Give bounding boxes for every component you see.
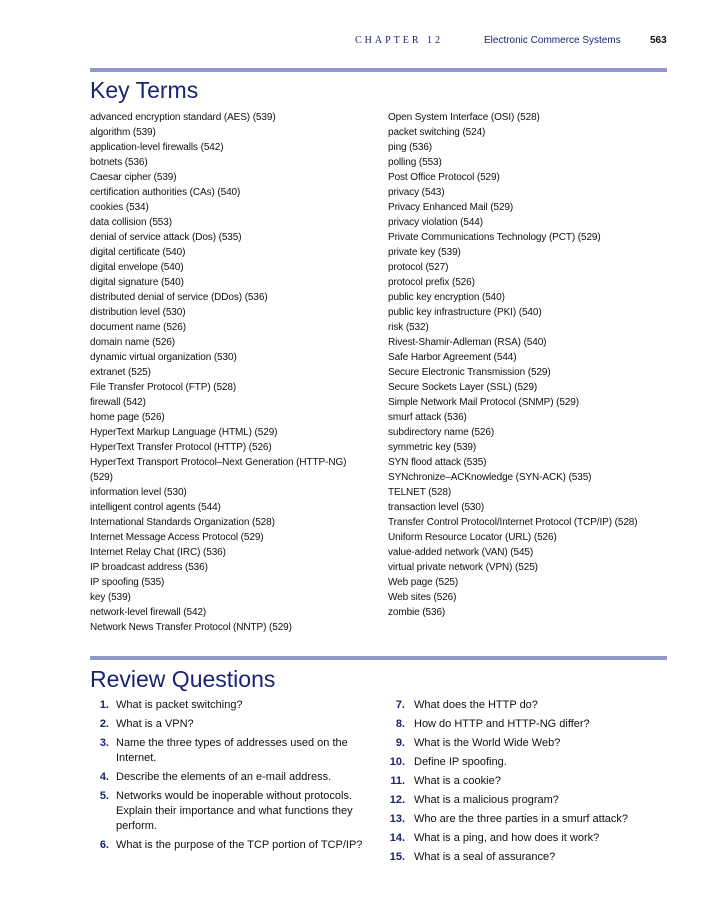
key-term: HyperText Transport Protocol–Next Generation (HTTP-NG) xyxy=(90,457,347,468)
key-term: private key (539) xyxy=(388,247,461,258)
key-term: Transfer Control Protocol/Internet Protocol (TCP/IP) (528) xyxy=(388,517,638,528)
key-terms-rule xyxy=(90,68,667,72)
review-question xyxy=(388,717,673,732)
key-term: public key encryption (540) xyxy=(388,292,505,303)
key-term: public key infrastructure (PKI) (540) xyxy=(388,307,542,318)
question-number: 3. xyxy=(99,737,109,749)
key-term: intelligent control agents (544) xyxy=(90,502,221,513)
question-number: 8. xyxy=(395,718,405,730)
review-question xyxy=(388,850,673,865)
review-question xyxy=(388,698,673,713)
key-term: (529) xyxy=(90,472,113,483)
key-term: Internet Relay Chat (IRC) (536) xyxy=(90,547,226,558)
question-text: What is the purpose of the TCP portion of TCP/IP? xyxy=(116,839,363,851)
key-term: Web page (525) xyxy=(388,577,459,588)
question-text: Who are the three parties in a smurf attack? xyxy=(414,813,628,825)
key-term: value-added network (VAN) (545) xyxy=(388,547,534,558)
key-term: zombie (536) xyxy=(388,607,446,618)
question-text: Networks would be inoperable without protocols. Explain their importance and what functions they perform. xyxy=(116,790,353,832)
key-term: denial of service attack (Dos) (535) xyxy=(90,232,242,243)
key-term: Post Office Protocol (529) xyxy=(388,172,500,183)
running-head xyxy=(0,35,719,51)
question-text: Describe the elements of an e-mail address. xyxy=(116,771,332,783)
question-number: 9. xyxy=(395,737,405,749)
key-term: cookies (534) xyxy=(90,202,149,213)
key-term: algorithm (539) xyxy=(90,127,156,138)
question-number: 6. xyxy=(99,839,109,851)
question-text: What is packet switching? xyxy=(116,699,243,711)
review-questions-heading: Review Questions xyxy=(90,666,276,692)
key-term: network-level firewall (542) xyxy=(90,607,207,618)
question-text: What is a malicious program? xyxy=(414,794,559,806)
question-number: 14. xyxy=(389,832,405,844)
review-questions-left-column xyxy=(90,698,375,857)
key-term: Uniform Resource Locator (URL) (526) xyxy=(388,532,557,543)
key-term: IP spoofing (535) xyxy=(90,577,165,588)
question-text: What is a cookie? xyxy=(414,775,501,787)
key-term: Secure Sockets Layer (SSL) (529) xyxy=(388,382,538,393)
question-number: 15. xyxy=(389,851,405,863)
key-term: certification authorities (CAs) (540) xyxy=(90,187,241,198)
key-term: distributed denial of service (DDos) (536) xyxy=(90,292,268,303)
question-number: 4. xyxy=(99,771,109,783)
key-term: symmetric key (539) xyxy=(388,442,477,453)
chapter-label: CHAPTER 12 xyxy=(355,35,444,46)
review-question xyxy=(90,770,375,785)
key-term: digital envelope (540) xyxy=(90,262,184,273)
question-text: What is the World Wide Web? xyxy=(414,737,561,749)
key-term: key (539) xyxy=(90,592,131,603)
key-term: SYN flood attack (535) xyxy=(388,457,487,468)
review-question xyxy=(388,755,673,770)
key-term: transaction level (530) xyxy=(388,502,485,513)
question-text: How do HTTP and HTTP-NG differ? xyxy=(414,718,590,730)
question-number: 5. xyxy=(99,790,109,802)
key-term: Private Communications Technology (PCT) (529) xyxy=(388,232,601,243)
key-term: smurf attack (536) xyxy=(388,412,467,423)
question-number: 10. xyxy=(389,756,405,768)
question-text: Define IP spoofing. xyxy=(414,756,507,768)
question-text: What is a ping, and how does it work? xyxy=(414,832,600,844)
key-term: privacy violation (544) xyxy=(388,217,483,228)
question-number: 13. xyxy=(389,813,405,825)
key-term: SYNchronize–ACKnowledge (SYN-ACK) (535) xyxy=(388,472,592,483)
review-question xyxy=(388,793,673,808)
key-term: subdirectory name (526) xyxy=(388,427,495,438)
key-term: home page (526) xyxy=(90,412,165,423)
key-term: extranet (525) xyxy=(90,367,151,378)
key-terms-heading: Key Terms xyxy=(90,77,199,103)
key-term: TELNET (528) xyxy=(388,487,452,498)
review-questions-right-column xyxy=(388,698,673,869)
review-question xyxy=(388,831,673,846)
question-number: 1. xyxy=(99,699,109,711)
key-term: Caesar cipher (539) xyxy=(90,172,177,183)
key-term: packet switching (524) xyxy=(388,127,486,138)
section-title: Electronic Commerce Systems xyxy=(484,35,621,46)
question-text: What is a VPN? xyxy=(116,718,194,730)
key-term: risk (532) xyxy=(388,322,429,333)
question-number: 11. xyxy=(390,775,405,787)
question-number: 2. xyxy=(99,718,109,730)
key-term: digital signature (540) xyxy=(90,277,184,288)
key-term: virtual private network (VPN) (525) xyxy=(388,562,538,573)
key-term: document name (526) xyxy=(90,322,186,333)
key-term: Safe Harbor Agreement (544) xyxy=(388,352,517,363)
key-term: dynamic virtual organization (530) xyxy=(90,352,237,363)
key-term: advanced encryption standard (AES) (539) xyxy=(90,112,276,123)
review-question xyxy=(388,736,673,751)
review-question xyxy=(90,698,375,713)
question-text: Name the three types of addresses used on the Internet. xyxy=(116,737,348,764)
review-question xyxy=(90,838,375,853)
key-term: Secure Electronic Transmission (529) xyxy=(388,367,551,378)
key-term: Privacy Enhanced Mail (529) xyxy=(388,202,514,213)
key-term: distribution level (530) xyxy=(90,307,186,318)
review-question xyxy=(90,736,375,766)
review-questions-rule xyxy=(90,656,667,660)
key-term: Rivest-Shamir-Adleman (RSA) (540) xyxy=(388,337,547,348)
key-term: digital certificate (540) xyxy=(90,247,186,258)
question-text: What is a seal of assurance? xyxy=(414,851,556,863)
key-term: domain name (526) xyxy=(90,337,176,348)
key-terms-right-column xyxy=(388,110,673,620)
page-number: 563 xyxy=(650,35,667,46)
review-question xyxy=(388,774,673,789)
key-term: IP broadcast address (536) xyxy=(90,562,208,573)
key-term: Internet Message Access Protocol (529) xyxy=(90,532,264,543)
key-term: firewall (542) xyxy=(90,397,146,408)
key-term: ping (536) xyxy=(388,142,433,153)
key-term: protocol prefix (526) xyxy=(388,277,475,288)
key-term: botnets (536) xyxy=(90,157,148,168)
key-terms-left-column xyxy=(90,110,380,635)
key-term: protocol (527) xyxy=(388,262,449,273)
key-term: application-level firewalls (542) xyxy=(90,142,224,153)
key-term: polling (553) xyxy=(388,157,442,168)
key-term: HyperText Transfer Protocol (HTTP) (526) xyxy=(90,442,272,453)
key-term: privacy (543) xyxy=(388,187,445,198)
key-term: information level (530) xyxy=(90,487,187,498)
review-question xyxy=(90,717,375,732)
key-term: Network News Transfer Protocol (NNTP) (529) xyxy=(90,622,292,633)
review-question xyxy=(90,789,375,834)
key-term: International Standards Organization (528) xyxy=(90,517,275,528)
key-term: Simple Network Mail Protocol (SNMP) (529) xyxy=(388,397,579,408)
question-number: 12. xyxy=(389,794,405,806)
question-number: 7. xyxy=(395,699,405,711)
key-term: Web sites (526) xyxy=(388,592,457,603)
key-term: File Transfer Protocol (FTP) (528) xyxy=(90,382,237,393)
key-term: Open System Interface (OSI) (528) xyxy=(388,112,540,123)
review-question xyxy=(388,812,673,827)
key-term: HyperText Markup Language (HTML) (529) xyxy=(90,427,278,438)
question-text: What does the HTTP do? xyxy=(414,699,538,711)
key-term: data collision (553) xyxy=(90,217,172,228)
